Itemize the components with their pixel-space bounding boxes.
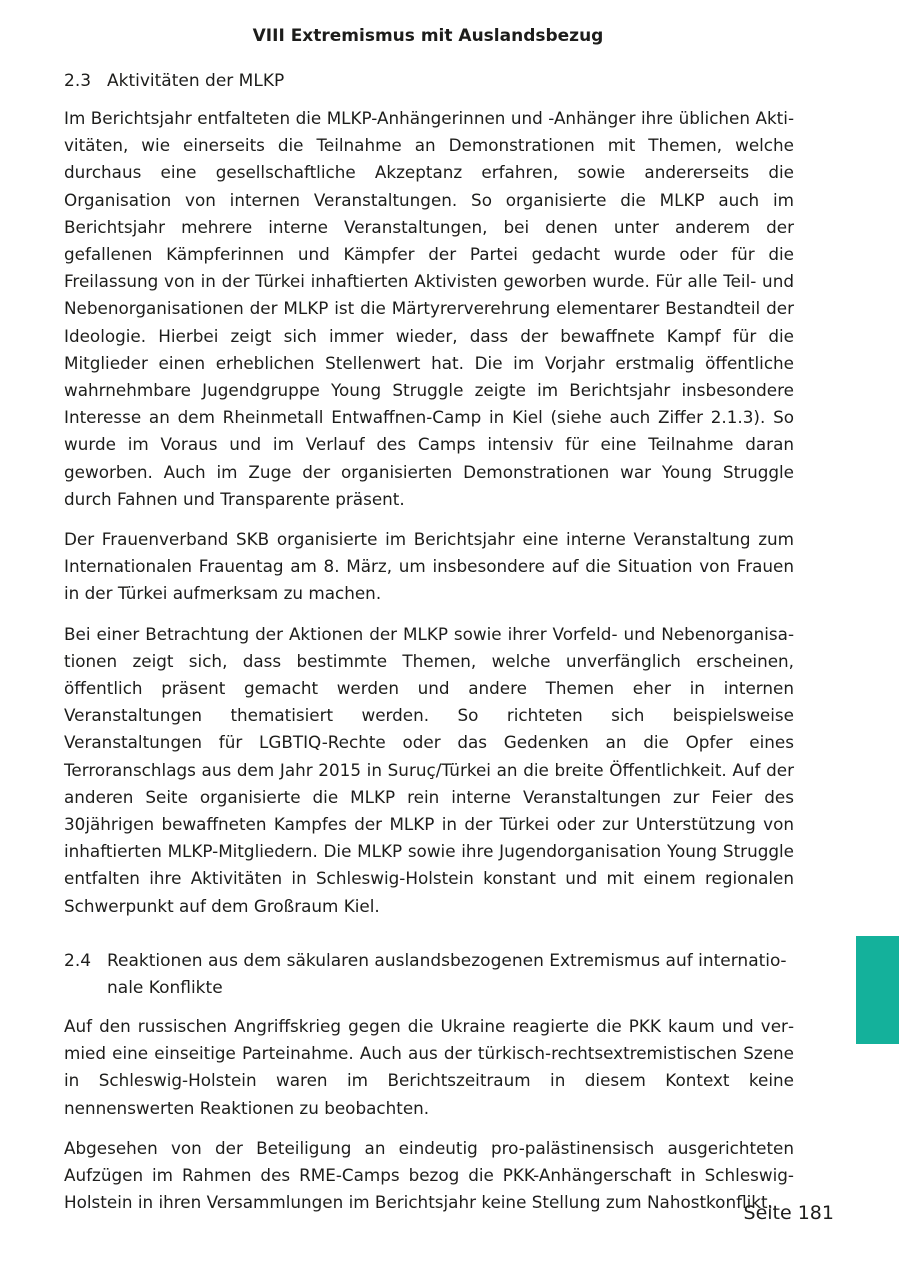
page-number: Seite 181 (743, 1202, 834, 1224)
section-title: Aktivitäten der MLKP (107, 71, 285, 91)
paragraph: Bei einer Betrachtung der Aktionen der MLKP sowie ihrer Vorfeld- und Nebenorganisationen zeigt sich, dass bestimmte Themen, welche unverfänglich erscheinen, öffentlich präsent gemacht werden und andere Themen eher in internen Veranstaltungen thematisiert werden. So richteten sich beispielsweise Veranstaltungen für LGBTIQ-Rechte oder das Gedenken an die Opfer eines Terroranschlags aus dem Jahr 2015 in Suruç/Türkei an die breite Öffentlichkeit. Auf der anderen Seite organisierte die MLKP rein interne Veranstaltungen zur Feier des 30jährigen bewaffneten Kampfes der MLKP in der Türkei oder zur Unterstützung von inhaftierten MLKP-Mitgliedern. Die MLKP sowie ihre Jugendorganisation Young Struggle entfalten ihre Aktivitäten in Schleswig-Holstein konstant und mit einem regionalen Schwerpunkt auf dem Großraum Kiel. (64, 623, 794, 916)
chapter-thumb-tab (856, 936, 899, 1044)
section-number: 2.3 (64, 71, 92, 91)
section-title: Reaktionen aus dem säkularen auslandsbezogenen Extremismus auf internationale Konflikte (107, 950, 787, 998)
paragraph: Im Berichtsjahr entfalteten die MLKP-Anhängerinnen und -Anhänger ihre üblichen Aktivitäten, wie einerseits die Teilnahme an Demonstrationen mit Themen, welche durchaus eine gesellschaftliche Akzeptanz erfahren, sowie andererseits die Organisation von internen Veranstaltungen. So organisierte die MLKP auch im Berichtsjahr mehrere interne Veranstaltungen, bei denen unter anderem der gefallenen Kämpferinnen und Kämpfer der Partei gedacht wurde oder für die Freilassung von in der Türkei inhaftierten Aktivisten geworben wurde. Für alle Teil- und Nebenorganisationen der MLKP ist die Märtyrerverehrung elementarer Bestandteil der Ideologie. Hierbei zeigt sich immer wieder, dass der bewaffnete Kampf für die Mitglieder einen erheblichen Stellenwert hat. Die im Vorjahr erstmalig öffentliche wahrnehmbare Jugendgruppe Young Struggle zeigte im Berichtsjahr insbesondere Interesse an dem Rheinmetall Entwaffnen-Camp in Kiel (siehe auch Ziffer 2.1.3). So wurde im Voraus und im Verlauf des Camps intensiv für eine Teilnahme daran geworben. Auch im Zuge der organisierten Demonstrationen war Young Struggle durch Fahnen und Transparente präsent. (64, 108, 794, 509)
section-number: 2.4 (64, 950, 92, 971)
paragraph: Abgesehen von der Beteiligung an eindeutig pro-palästinensisch ausgerichteten Aufzügen im Rahmen des RME-Camps bezog die PKK-Anhängerschaft in Schleswig-Holstein in ihren Versammlungen im Berichtsjahr keine Stellung zum Nahostkonflikt. (64, 1137, 794, 1213)
section-heading-2-4 (64, 948, 794, 1002)
paragraph: Der Frauenverband SKB organisierte im Berichtsjahr eine interne Veranstaltung zum Internationalen Frauentag am 8. März, um insbesondere auf die Situation von Frauen in der Türkei aufmerksam zu machen. (64, 529, 794, 604)
paragraph: Auf den russischen Angriffskrieg gegen die Ukraine reagierte die PKK kaum und vermied eine einseitige Parteinahme. Auch aus der türkisch-rechtsextremistischen Szene in Schleswig-Holstein waren im Berichtszeitraum in diesem Kontext keine nennenswerten Reaktionen zu beobachten. (64, 1015, 794, 1118)
section-heading-2-3 (64, 68, 794, 95)
running-header: VIII Extremismus mit Auslandsbezug (252, 26, 604, 46)
page-body (64, 68, 794, 1229)
